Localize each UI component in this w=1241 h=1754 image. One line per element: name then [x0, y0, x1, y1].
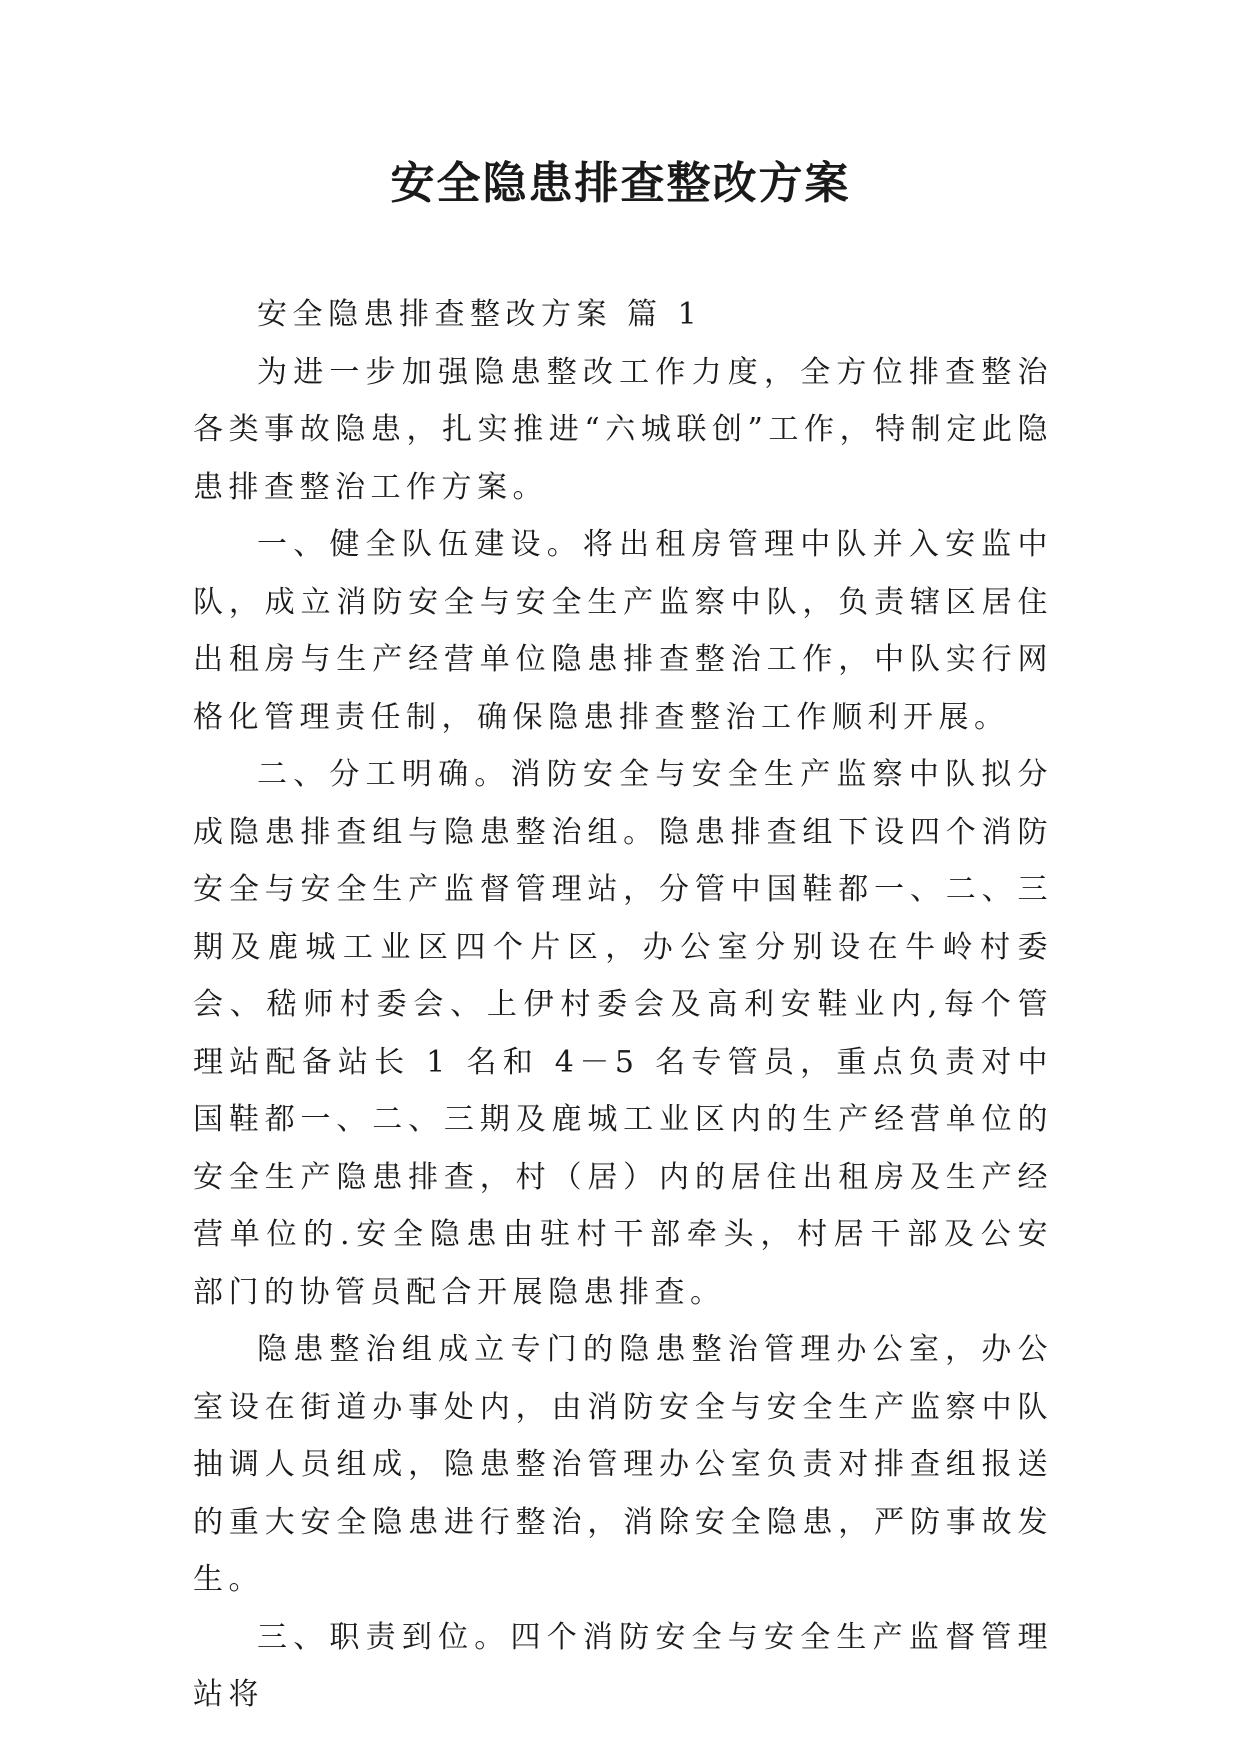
paragraph-section-1: 一、健全队伍建设。将出租房管理中队并入安监中队，成立消防安全与安全生产监察中队，负责辖区居住出租房与生产经营单位隐患排查整治工作，中队实行网格化管理责任制，确保隐患排查整治工作顺利开展。 [193, 527, 1053, 735]
paragraph-section-2: 二、分工明确。消防安全与安全生产监察中队拟分成隐患排查组与隐患整治组。隐患排查组下设四个消防安全与安全生产监督管理站，分管中国鞋都一、二、三期及鹿城工业区四个片区，办公室分别设在牛岭村委会、嵇师村委会、上伊村委会及高利安鞋业内,每个管理站配备站长 1 名和 4－5 名专管员，重点负责对中国鞋都一、二、三期及鹿城工业区内的生产经营单位的安全生产隐患排查，村（居）内的居住出租房及生产经营单位的.安全隐患由驻村干部牵头，村居干部及公安部门的协管员配合开展隐患排查。 [193, 757, 1053, 1310]
document-body [193, 286, 1053, 1724]
paragraph-section-3: 三、职责到位。四个消防安全与安全生产监督管理站将 [193, 1619, 1053, 1712]
document-subtitle: 安全隐患排查整改方案 篇 1 [257, 297, 703, 332]
paragraph-intro: 为进一步加强隐患整改工作力度，全方位排查整治各类事故隐患，扎实推进“六城联创”工作，特制定此隐患排查整治工作方案。 [193, 354, 1053, 505]
document-title: 安全隐患排查整改方案 [390, 158, 851, 209]
paragraph-rectification-office: 隐患整治组成立专门的隐患整治管理办公室，办公室设在街道办事处内，由消防安全与安全生产监察中队抽调人员组成，隐患整治管理办公室负责对排查组报送的重大安全隐患进行整治，消除安全隐患，严防事故发生。 [193, 1332, 1053, 1597]
